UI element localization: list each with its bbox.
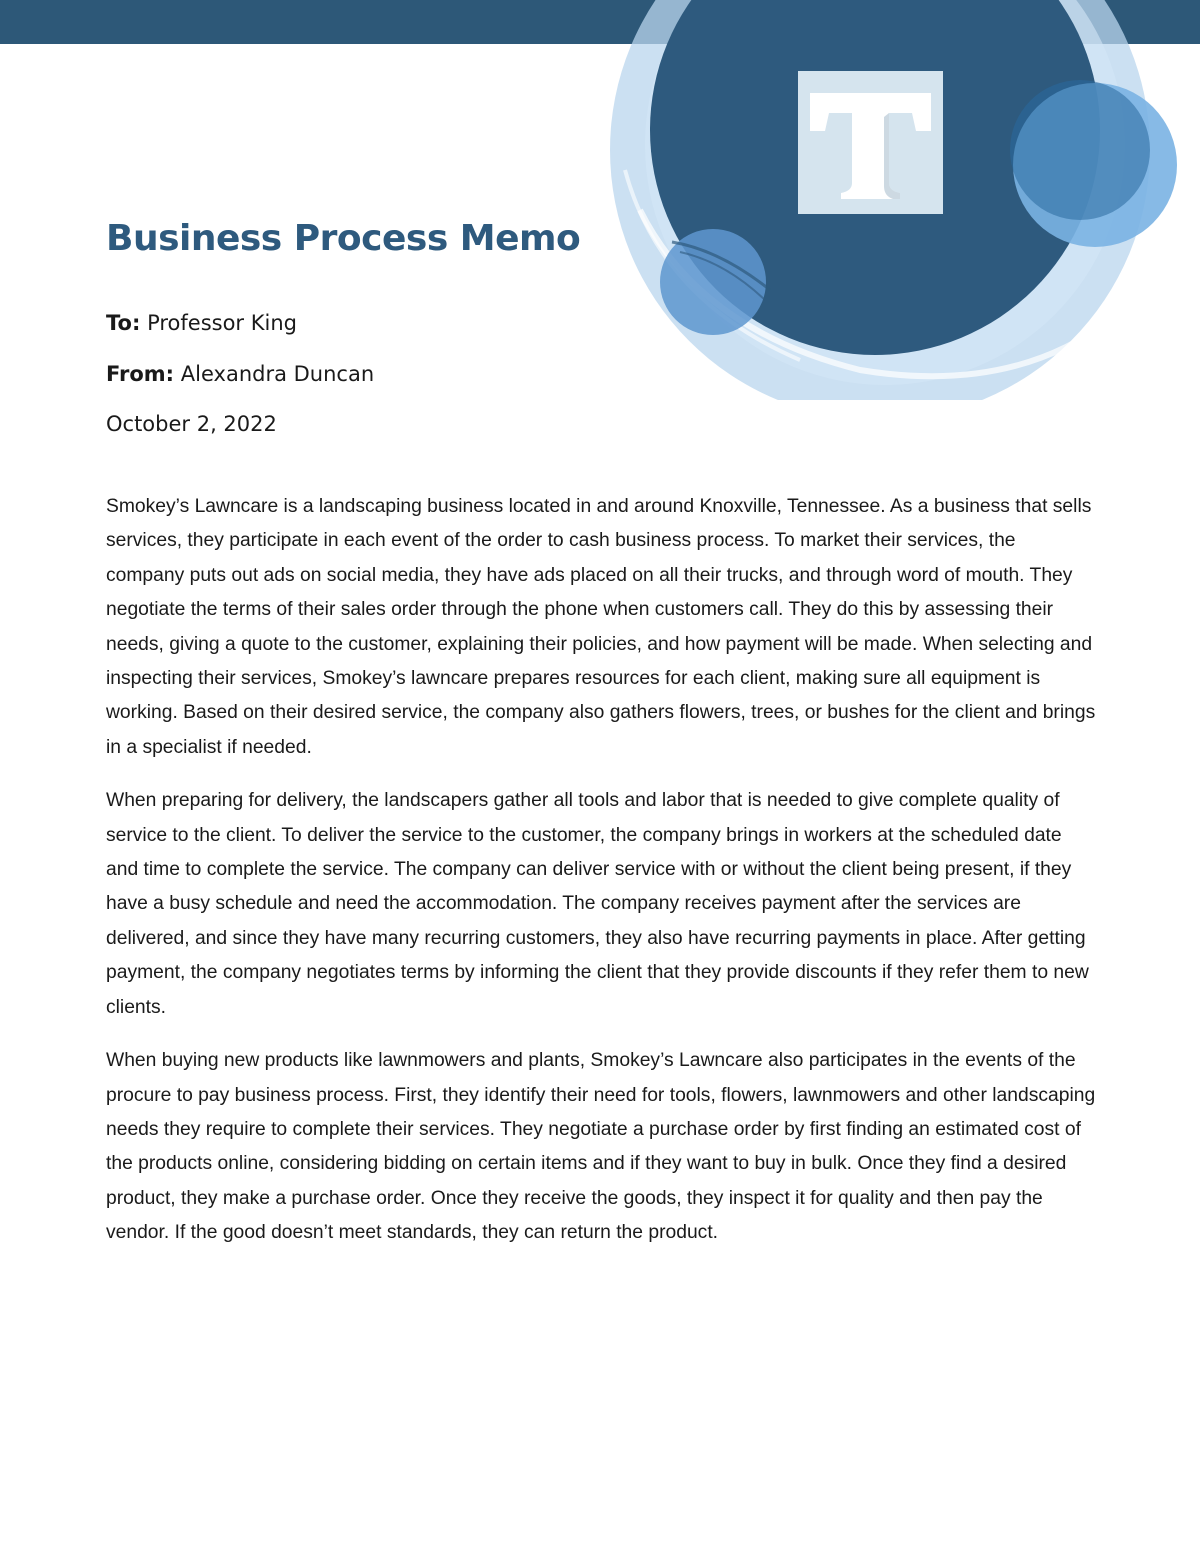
body-paragraph: When buying new products like lawnmowers and plants, Smokey’s Lawncare also participates in the events of the procure to pay business process. First, they identify their need for tools, flowers, lawnmowers and other landscaping needs they require to complete their services. They negotiate a purchase order by first finding an estimated cost of the products online, considering bidding on certain items and if they want to buy in bulk. Once they find a desired product, they make a purchase order. Once they receive the goods, they inspect it for quality and then pay the vendor. If the good doesn’t meet standards, they can return the product. xyxy=(106,1050,1096,1244)
from-line xyxy=(106,362,374,386)
memo-date: October 2, 2022 xyxy=(106,412,277,436)
body-paragraph: Smokey’s Lawncare is a landscaping business located in and around Knoxville, Tennessee. As a business that sells services, they participate in each event of the order to cash business process. To market their services, the company puts out ads on social media, they have ads placed on all their trucks, and through word of mouth. They negotiate the terms of their sales order through the phone when customers call. They do this by assessing their needs, giving a quote to the customer, explaining their policies, and how payment will be made. When selecting and inspecting their services, Smokey’s lawncare prepares resources for each client, making sure all equipment is working. Based on their desired service, the company also gathers flowers, trees, or bushes for the client and brings in a specialist if needed. xyxy=(106,496,1096,758)
blue-circle-left xyxy=(660,229,766,335)
blue-circle-right-dark xyxy=(1010,80,1150,220)
to-line xyxy=(106,311,297,335)
from-label: From: xyxy=(106,362,175,386)
memo-title: Business Process Memo xyxy=(106,218,581,259)
memo-body xyxy=(106,490,1096,1270)
tennessee-t-logo xyxy=(798,71,943,214)
to-label: To: xyxy=(106,311,141,335)
from-value: Alexandra Duncan xyxy=(180,362,375,386)
body-paragraph: When preparing for delivery, the landscapers gather all tools and labor that is needed to give complete quality of service to the client. To deliver the service to the customer, the company brings in workers at the scheduled date and time to complete the service. The company can deliver service with or without the client being present, if they have a busy schedule and need the accommodation. The company receives payment after the services are delivered, and since they have many recurring customers, they also have recurring payments in place. After getting payment, the company negotiates terms by informing the client that they provide discounts if they refer them to new clients. xyxy=(106,790,1089,1018)
to-value: Professor King xyxy=(147,311,297,335)
